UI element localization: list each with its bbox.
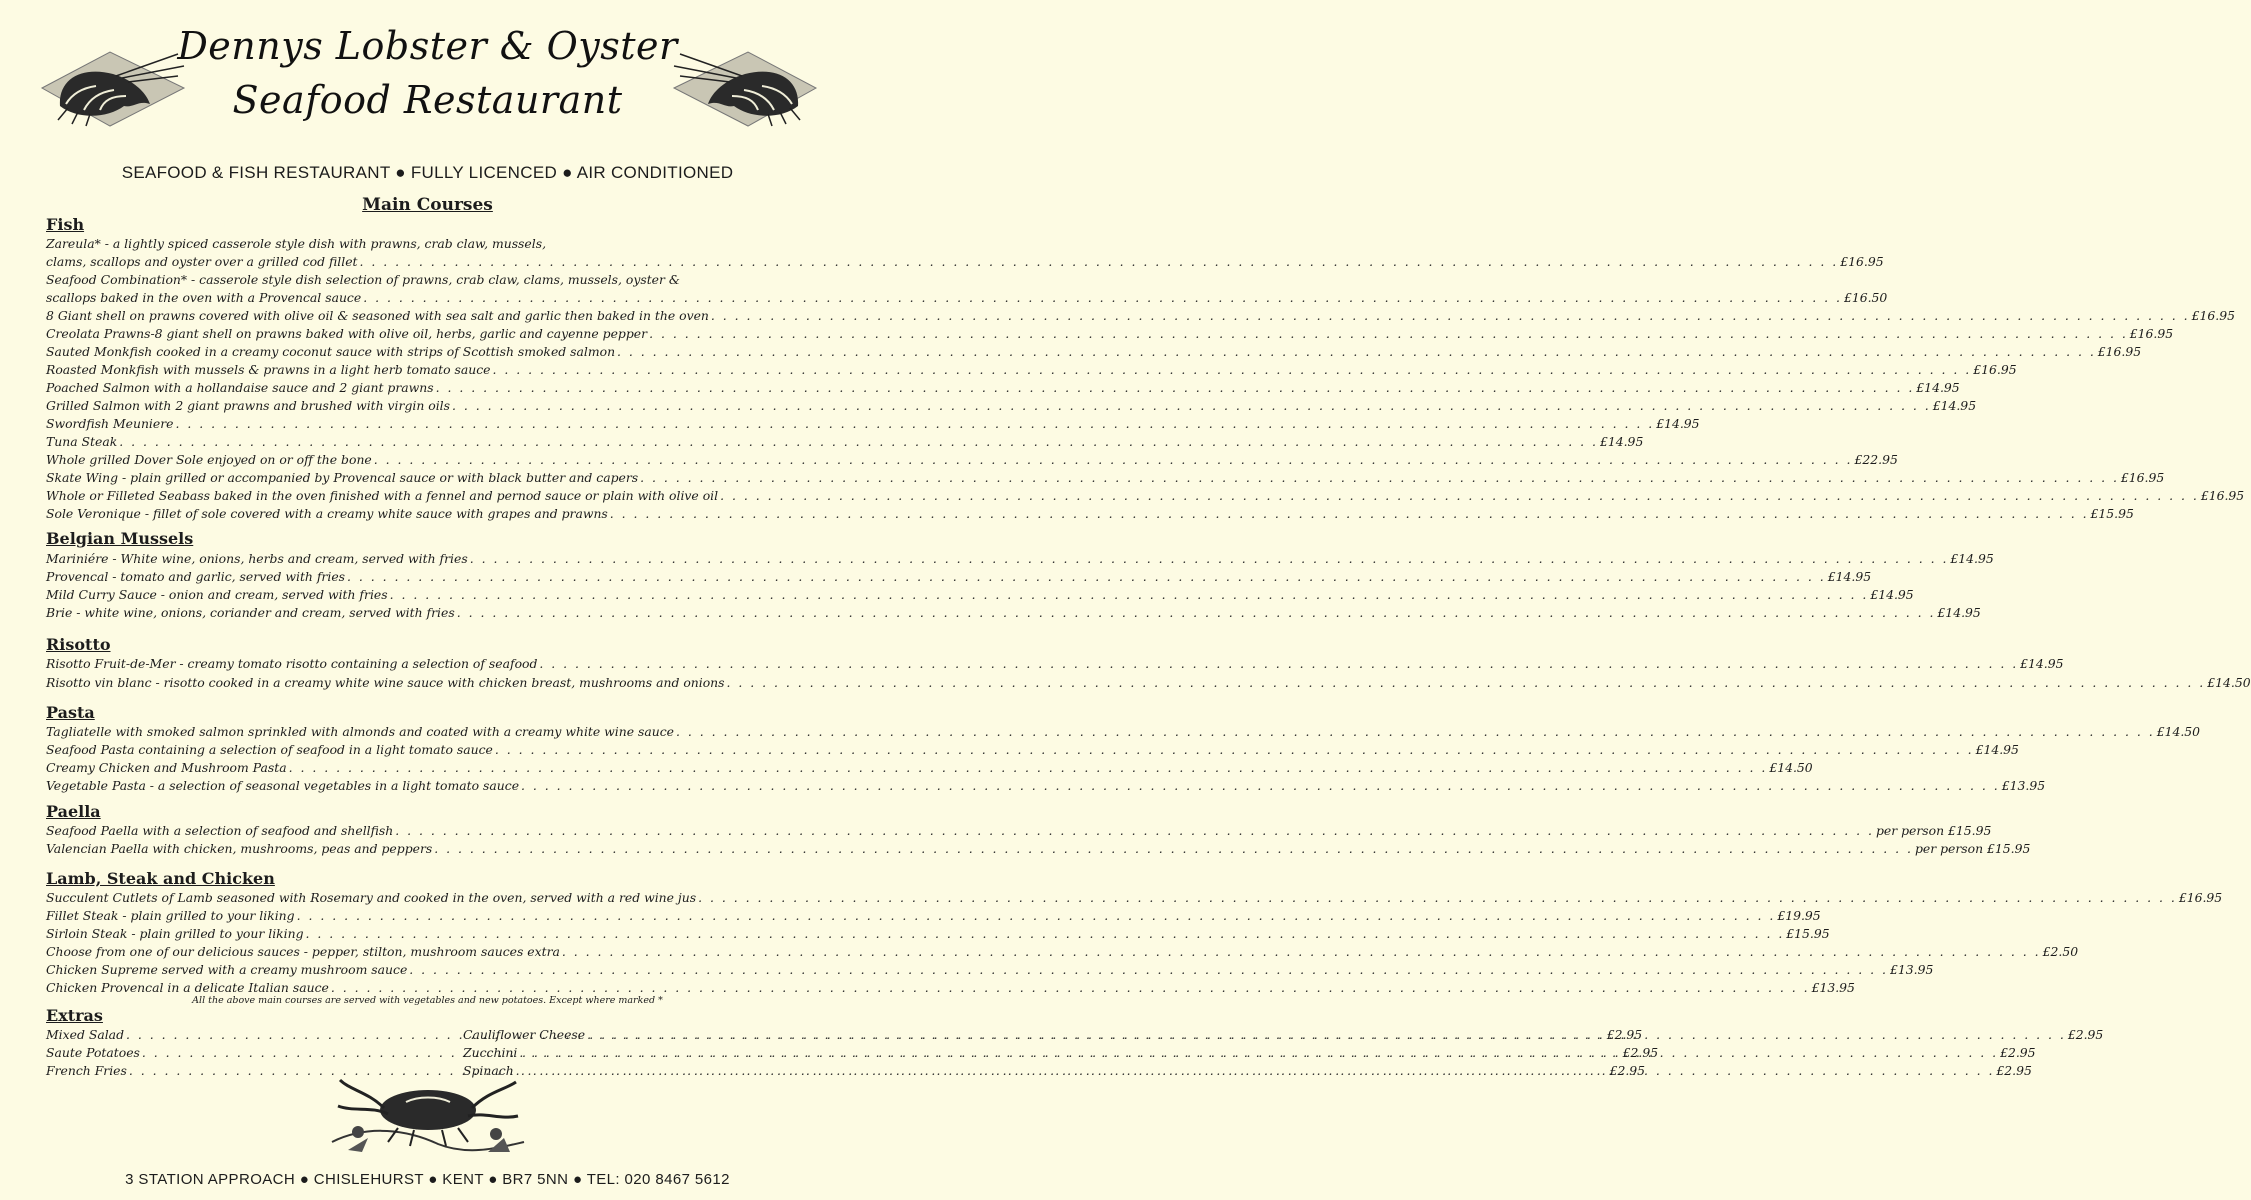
menu-item: [46, 962, 1934, 980]
item-name: Mariniére - White wine, onions, herbs and cream, served with fries: [46, 551, 468, 566]
item-price: £2.95: [1609, 1063, 1646, 1078]
item-price: £14.95: [1950, 551, 1994, 566]
item-name: Brie - white wine, onions, coriander and cream, served with fries: [46, 605, 455, 620]
menu-item: [46, 308, 2235, 326]
menu-item: [46, 926, 1830, 944]
item-price: £16.95: [2129, 326, 2174, 341]
item-name: Tagliatelle with smoked salmon sprinkled with almonds and coated with a creamy white wine sauce: [46, 724, 674, 739]
item-name: 8 Giant shell on prawns covered with olive oil & seasoned with sea salt and garlic then baked in the oven: [46, 308, 709, 323]
item-name: Creolata Prawns-8 giant shell on prawns baked with olive oil, herbs, garlic and cayenne pepper: [46, 326, 648, 341]
item-price: £16.95: [2200, 488, 2245, 503]
item-name: Sauted Monkfish cooked in a creamy coconut sauce with strips of Scottish smoked salmon: [46, 344, 616, 359]
item-price: £16.95: [1840, 254, 1884, 269]
menu-item: [46, 506, 2134, 524]
item-price: £16.95: [2178, 890, 2223, 905]
section-heading-paella: Paella: [46, 802, 101, 821]
item-name: Skate Wing - plain grilled or accompanied by Provencal sauce or with black butter and capers: [46, 470, 639, 485]
item-name: Vegetable Pasta - a selection of seasonal vegetables in a light tomato sauce: [46, 778, 520, 793]
item-name: Grilled Salmon with 2 giant prawns and brushed with virgin oils: [46, 398, 450, 413]
menu-item: [46, 656, 2064, 674]
item-price: £14.95: [1599, 434, 1644, 449]
item-price: £16.95: [1973, 362, 2017, 377]
menu-item: [46, 362, 2017, 380]
extra-item: [463, 1027, 2104, 1045]
item-name: Whole grilled Dover Sole enjoyed on or off the bone: [46, 452, 372, 467]
item-price: £16.95: [2097, 344, 2142, 359]
section-heading-extras: Extras: [46, 1006, 103, 1025]
item-name: Chicken Supreme served with a creamy mushroom sauce: [46, 962, 408, 977]
menu-item: [46, 569, 1872, 587]
menu-item: [46, 778, 2046, 796]
item-name: Creamy Chicken and Mushroom Pasta: [46, 760, 287, 775]
section-heading-lamb-steak-chicken: Lamb, Steak and Chicken: [46, 869, 275, 888]
menu-item: [46, 452, 1898, 470]
main-courses-heading: Main Courses: [362, 195, 493, 215]
item-price: £22.95: [1854, 452, 1898, 467]
item-name: Roasted Monkfish with mussels & prawns in a light herb tomato sauce: [46, 362, 491, 377]
item-name: Risotto Fruit-de-Mer - creamy tomato risotto containing a selection of seafood: [46, 656, 538, 671]
menu-item: [46, 326, 2174, 344]
item-name: Provencal - tomato and garlic, served with fries: [46, 569, 346, 584]
item-price: £2.95: [1622, 1045, 1659, 1060]
item-price: £14.50: [2156, 724, 2201, 739]
item-price: £14.95: [2020, 656, 2064, 671]
item-price: per person £15.95: [1914, 841, 2031, 856]
menu-item: [46, 944, 2079, 962]
item-price: £2.95: [2000, 1045, 2036, 1060]
menu-item-description: Seafood Combination* - casserole style dish selection of prawns, crab claw, clams, mussels, oyster &: [46, 272, 680, 287]
extra-item: [463, 1045, 2036, 1063]
item-price: £2.50: [2042, 944, 2079, 959]
item-name: Mixed Salad: [46, 1027, 124, 1042]
menu-item: [46, 908, 1821, 926]
item-name: Risotto vin blanc - risotto cooked in a creamy white wine sauce with chicken breast, mushrooms and onions: [46, 675, 725, 690]
menu-item: [46, 434, 1644, 452]
item-name: Sole Veronique - fillet of sole covered with a creamy white sauce with grapes and prawns: [46, 506, 608, 521]
item-name: French Fries: [46, 1063, 127, 1078]
section-heading-risotto: Risotto: [46, 635, 111, 654]
menu-item: [46, 344, 2142, 362]
menu-item: [46, 890, 2223, 908]
item-name: clams, scallops and oyster over a grilled cod fillet: [46, 254, 358, 269]
menu-item: [46, 398, 1977, 416]
item-name: scallops baked in the oven with a Provencal sauce: [46, 290, 362, 305]
restaurant-title-line2: Seafood Restaurant: [232, 78, 623, 122]
menu-item: [46, 760, 1813, 778]
menu-item: [46, 742, 2019, 760]
lobster-icon: [328, 1072, 528, 1160]
menu-item: [46, 416, 1700, 434]
main-courses-note: All the above main courses are served with vegetables and new potatoes. Except where marked *: [192, 995, 663, 1006]
item-price: £14.95: [1932, 398, 1977, 413]
section-heading-pasta: Pasta: [46, 703, 95, 722]
item-name: Fillet Steak - plain grilled to your liking: [46, 908, 295, 923]
tagline: SEAFOOD & FISH RESTAURANT ● FULLY LICENCED ● AIR CONDITIONED: [121, 163, 734, 182]
section-heading-fish: Fish: [46, 215, 85, 234]
item-price: £14.95: [1975, 742, 2019, 757]
item-price: £13.95: [1811, 980, 1855, 995]
item-price: £13.95: [2001, 778, 2046, 793]
item-price: £14.95: [1916, 380, 1960, 395]
item-price: £15.95: [1786, 926, 1830, 941]
address-footer: 3 STATION APPROACH ● CHISLEHURST ● KENT ● BR7 5NN ● TEL: 020 8467 5612: [125, 1171, 730, 1188]
item-price: £14.50: [1769, 760, 1813, 775]
menu-item-description: Zareula* - a lightly spiced casserole style dish with prawns, crab claw, mussels,: [46, 236, 547, 251]
menu-item: [46, 488, 2245, 506]
prawn-icon: [38, 48, 188, 130]
item-name: Poached Salmon with a hollandaise sauce and 2 giant prawns: [46, 380, 434, 395]
item-price: £14.95: [1937, 605, 1981, 620]
item-name: Seafood Paella with a selection of seafood and shellfish: [46, 823, 394, 838]
item-price: £16.95: [2120, 470, 2165, 485]
item-name: Chicken Provencal in a delicate Italian sauce: [46, 980, 329, 995]
item-price: £16.95: [2191, 308, 2235, 323]
item-name: Spinach: [463, 1063, 514, 1078]
item-name: Valencian Paella with chicken, mushrooms, peas and peppers: [46, 841, 433, 856]
item-name: Whole or Filleted Seabass baked in the oven finished with a fennel and pernod sauce or plain with olive oil: [46, 488, 719, 503]
menu-item: [46, 724, 2201, 742]
item-name: Sirloin Steak - plain grilled to your liking: [46, 926, 304, 941]
item-name: Swordfish Meuniere: [46, 416, 174, 431]
item-price: £16.50: [1843, 290, 1888, 305]
item-price: £15.95: [2090, 506, 2134, 521]
item-price: £2.95: [1996, 1063, 2032, 1078]
restaurant-title-line1: Dennys Lobster & Oyster: [177, 24, 678, 68]
item-name: Succulent Cutlets of Lamb seasoned with Rosemary and cooked in the oven, served with a red wine jus: [46, 890, 697, 905]
item-price: £14.50: [2207, 675, 2251, 690]
prawn-icon: [670, 48, 820, 130]
item-name: Cauliflower Cheese: [463, 1027, 586, 1042]
menu-item: [46, 605, 1981, 623]
menu-item: [46, 823, 1992, 841]
item-name: Mild Curry Sauce - onion and cream, served with fries: [46, 587, 388, 602]
item-price: £19.95: [1777, 908, 1821, 923]
item-price: £14.95: [1656, 416, 1700, 431]
menu-item: [46, 675, 2251, 693]
section-heading-mussels: Belgian Mussels: [46, 529, 194, 548]
menu-item: [46, 551, 1994, 569]
item-name: Zucchini: [463, 1045, 518, 1060]
item-price: £14.95: [1870, 587, 1914, 602]
item-name: Saute Potatoes: [46, 1045, 140, 1060]
item-price: £13.95: [1890, 962, 1934, 977]
menu-item: [46, 380, 1960, 398]
item-price: per person £15.95: [1875, 823, 1992, 838]
menu-item: [46, 587, 1914, 605]
item-price: £2.95: [1606, 1027, 1643, 1042]
menu-item: [46, 254, 1884, 272]
menu-item: [46, 290, 1888, 308]
menu-item: [46, 841, 2031, 859]
menu-item: [46, 470, 2165, 488]
item-name: Seafood Pasta containing a selection of seafood in a light tomato sauce: [46, 742, 493, 757]
item-name: Tuna Steak: [46, 434, 118, 449]
item-price: £2.95: [2067, 1027, 2104, 1042]
item-name: Choose from one of our delicious sauces - pepper, stilton, mushroom sauces extra: [46, 944, 560, 959]
item-price: £14.95: [1827, 569, 1872, 584]
